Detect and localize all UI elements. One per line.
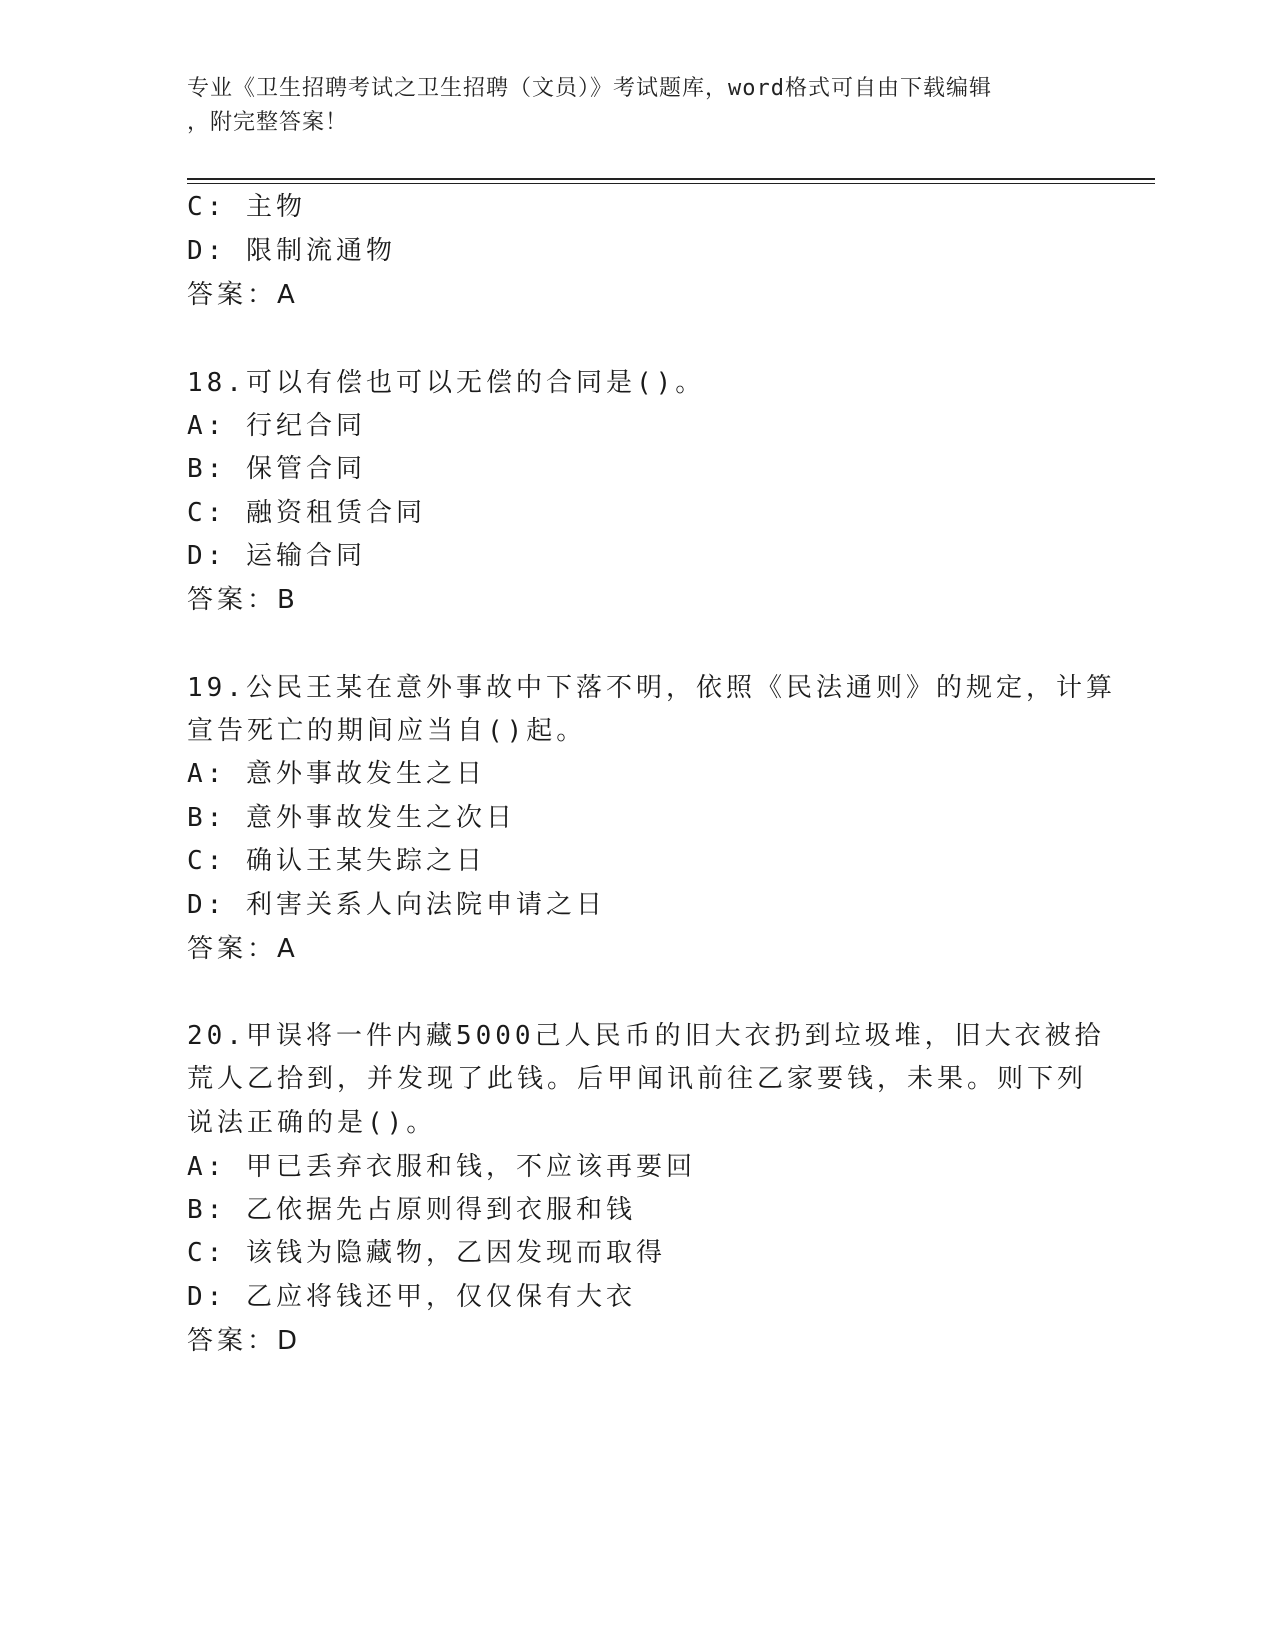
option-d: D: 限制流通物: [187, 236, 396, 266]
header-line-2: ，附完整答案！: [187, 110, 349, 135]
header-line-1: 专业《卫生招聘考试之卫生招聘（文员）》考试题库，word格式可自由下载编辑: [187, 76, 992, 101]
option-c: C: 融资租赁合同: [187, 498, 426, 528]
question-20-text-cont: 荒人乙拾到，并发现了此钱。后甲闻讯前往乙家要钱，未果。则下列: [187, 1064, 1088, 1094]
option-d: D: 利害关系人向法院申请之日: [187, 890, 606, 920]
question-18-text: 18.可以有偿也可以无偿的合同是()。: [187, 368, 706, 398]
option-c: C: 主物: [187, 192, 306, 222]
option-a: A: 甲已丢弃衣服和钱，不应该再要回: [187, 1152, 696, 1182]
option-a: A: 意外事故发生之日: [187, 759, 486, 789]
answer: 答案：A: [187, 280, 299, 310]
answer: 答案：B: [187, 585, 299, 615]
option-d: D: 乙应将钱还甲，仅仅保有大衣: [187, 1282, 636, 1312]
header-divider: [187, 178, 1155, 184]
option-a: A: 行纪合同: [187, 411, 366, 441]
answer: 答案：D: [187, 1326, 302, 1356]
question-19-text-cont: 宣告死亡的期间应当自()起。: [187, 716, 587, 746]
answer: 答案：A: [187, 934, 299, 964]
option-b: B: 意外事故发生之次日: [187, 803, 516, 833]
option-c: C: 该钱为隐藏物，乙因发现而取得: [187, 1238, 666, 1268]
document-header: [187, 72, 1087, 140]
question-20-text: 20.甲误将一件内藏5000己人民币的旧大衣扔到垃圾堆，旧大衣被拾: [187, 1021, 1105, 1051]
option-b: B: 保管合同: [187, 454, 366, 484]
question-20-text-cont: 说法正确的是()。: [187, 1108, 437, 1138]
option-d: D: 运输合同: [187, 541, 366, 571]
question-19-text: 19.公民王某在意外事故中下落不明，依照《民法通则》的规定，计算: [187, 673, 1116, 703]
option-c: C: 确认王某失踪之日: [187, 846, 486, 876]
option-b: B: 乙依据先占原则得到衣服和钱: [187, 1195, 636, 1225]
